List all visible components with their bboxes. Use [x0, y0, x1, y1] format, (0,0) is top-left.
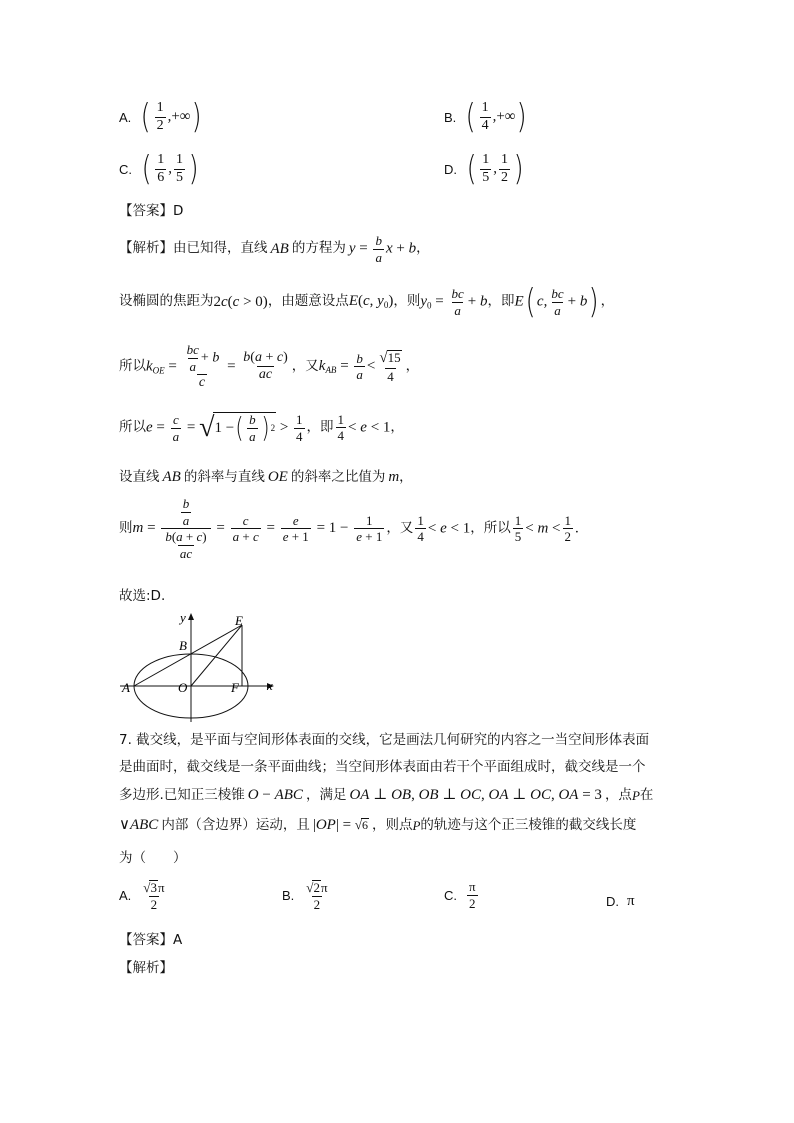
q6-l1-eq: y = $\frac{b}{a}$ x + b [348, 233, 417, 265]
q7-line5: 为（ ） [119, 850, 187, 866]
q6-option-d-label: D. [444, 161, 457, 177]
q6-l5-m: m [388, 469, 400, 485]
q7-option-c-math: $\frac{\pi}{2}$ [469, 879, 476, 911]
q7-option-d [606, 893, 635, 910]
q7-option-b-math: $\frac{√2\pi}{2}$ [306, 880, 328, 912]
q6-l5-text2: 的斜率与直线 [183, 468, 265, 485]
q6-analysis-line6 [119, 497, 579, 561]
q7-line3d: 在 [639, 786, 654, 803]
q6-analysis-line4: 所以 e = $\frac{c}{a}$ = √1 − ( $\frac{b}{a}$ ) 2 > $\frac{1}{4}$ ，即 $\frac{1}{4}$ < e < 1 ， [119, 411, 404, 445]
label-b: B [179, 638, 187, 653]
q6-option-d-math: ( $\frac{1}{5}$ , $\frac{1}{2}$ ) [466, 149, 524, 189]
q6-l4-text2: ，即 [306, 418, 334, 435]
label-y: y [180, 610, 186, 625]
label-o: O [178, 680, 188, 695]
q7-option-d-math: π [627, 893, 635, 909]
label-e: E [235, 613, 243, 628]
q6-l2-text3: ，则 [393, 293, 421, 310]
q7-option-d-label: D. [606, 894, 619, 909]
q6-l3-text2: ，又 [291, 358, 319, 375]
q6-l5-text3: 的斜率之比值为 [290, 468, 386, 485]
q7-option-c [444, 880, 480, 910]
q6-option-d [444, 149, 525, 189]
q6-l2-text2: ，由题意设点 [267, 293, 349, 310]
q6-conclusion: 故选:D. [119, 588, 166, 604]
q6-l2-focal: 2c(c > 0) [213, 293, 268, 310]
q7-line2: 是曲面时，截交线是一条平面曲线；当空间形体表面由若干个平面组成时，截交线是一个 [119, 759, 646, 775]
q6-analysis-line2: 设椭圆的焦距为 2c(c > 0) ，由题意设点 E(c, $y_0$) ，则 $y_0$ = $\frac{bc}{a}$ + b ，即 E( c, $\frac{bc}{a}$ + b) ， [119, 282, 615, 322]
ellipse-figure [118, 610, 288, 725]
q6-l2-y0: $y_0$ = $\frac{bc}{a}$ + b [420, 285, 488, 318]
q6-l6-mrange: $\frac{1}{5}$ < m < $\frac{1}{2}$ . [514, 512, 579, 545]
q6-option-c [119, 149, 200, 189]
q6-option-c-math: ( $\frac{1}{6}$ , $\frac{1}{5}$ ) [141, 149, 199, 189]
q6-l5-text: 设直线 [119, 468, 160, 485]
q6-l6-eq: m = $\frac{\frac{b}{a}}{\frac{b(a + c)}{ac}}$ = $\frac{c}{a + c}$ = $\frac{e}{e + 1}$ = 1 − $\frac{1}{e + 1}$ [132, 496, 383, 561]
q7-option-a [119, 880, 169, 911]
q7-op: |OP| = √6 [312, 817, 368, 833]
q7-option-b-label: B. [282, 888, 295, 904]
q6-l2-text4: ，即 [487, 293, 515, 310]
q7-pyramid: O − ABC [247, 787, 303, 803]
q6-l3-text: 所以 [119, 358, 146, 375]
q7-line3 [119, 788, 653, 803]
q6-answer: 【答案】D [119, 203, 184, 219]
q7-line4p: P [412, 818, 421, 833]
q7-line3b: ，满足 [305, 786, 347, 803]
q6-l1-text: 由已知得，直线 [173, 240, 268, 257]
q6-l2-text: 设椭圆的焦距为 [119, 293, 214, 310]
q6-option-a-math: ( $\frac{1}{2}$ ,+∞) [140, 97, 203, 137]
q7-line1: 7. 截交线，是平面与空间形体表面的交线，它是画法几何研究的内容之一当空间形体表面 [119, 732, 650, 748]
q7-line3c: ，点 [604, 786, 632, 803]
q7-option-a-label: A. [119, 888, 132, 904]
q6-l5-ab: AB [162, 469, 181, 485]
q7-answer: 【答案】A [119, 932, 183, 948]
q6-option-a-label: A. [119, 109, 132, 125]
q6-l3-koe: $k_{OE}$ = $\frac{bc}{a}$ + b c = $\frac{b(a + c)}{ac}$ [146, 342, 288, 391]
q6-analysis-line3: 所以 $k_{OE}$ = $\frac{bc}{a}$ + b c = $\frac{b(a + c)}{ac}$ ，又 $k_{AB}$ = $\frac{b}{a}$ < $\frac{√15}{4}$ ， [119, 342, 420, 391]
y-axis-arrow [188, 613, 194, 620]
q6-l2-epoint: E( c, $\frac{bc}{a}$ + b) [514, 282, 599, 322]
q7-option-c-label: C. [444, 887, 457, 903]
q6-l6-text2: ，又 [386, 520, 414, 537]
q7-conditions: OA ⊥ OB, OB ⊥ OC, OA ⊥ OC, OA = 3 [349, 787, 602, 803]
q6-l3-kab: $k_{AB}$ = $\frac{b}{a}$ < $\frac{√15}{4}$ [318, 350, 401, 385]
q6-l2-point: E(c, $y_0$) [348, 293, 394, 310]
q6-l4-range: $\frac{1}{4}$ < e < 1 [337, 411, 391, 444]
q6-analysis-label: 【解析】 [119, 240, 173, 257]
q7-option-a-math: $\frac{√3\pi}{2}$ [143, 880, 165, 912]
q6-analysis-line1: 【解析】 由已知得，直线 AB 的方程为 y = $\frac{b}{a}$ x + b ， [119, 233, 430, 265]
q7-line4a: 内部（含边界）运动，且 [161, 816, 310, 833]
q6-option-b-label: B. [444, 109, 457, 125]
q6-l6-text: 则 [119, 520, 133, 537]
q6-l1-text2: 的方程为 [291, 240, 346, 257]
q6-l6-text3: ，所以 [470, 520, 511, 537]
q7-line4c: 的轨迹与这个正三棱锥的截交线长度 [420, 816, 637, 833]
q6-l1-ab: AB [270, 240, 289, 257]
q7-analysis-label: 【解析】 [119, 960, 173, 976]
q6-l5-oe: OE [267, 469, 288, 485]
q7-option-b [282, 880, 332, 911]
label-x: x [267, 678, 273, 693]
q6-option-c-label: C. [119, 161, 132, 177]
q7-line4b: ，则点 [371, 816, 413, 833]
line-oe [191, 625, 242, 686]
q6-l6-erange: $\frac{1}{4}$ < e < 1 [417, 512, 471, 545]
q6-l4-e: e = $\frac{c}{a}$ = √1 − ( $\frac{b}{a}$ ) 2 > $\frac{1}{4}$ [146, 411, 303, 445]
q7-line3p: P [631, 788, 640, 803]
q7-line3a: 多边形.已知正三棱锥 [119, 786, 245, 803]
q6-option-a [119, 97, 204, 137]
q7-triangle: ∨ABC [119, 817, 159, 833]
q6-l4-text: 所以 [119, 418, 146, 435]
line-ae [134, 625, 242, 686]
q7-line4 [119, 818, 636, 833]
label-a: A [122, 680, 130, 695]
q6-option-b-math: ( $\frac{1}{4}$ ,+∞) [465, 97, 528, 137]
q6-analysis-line5: 设直线 AB 的斜率与直线 OE 的斜率之比值为 m ， [119, 468, 413, 485]
q6-option-b [444, 97, 529, 137]
label-f: F [231, 680, 239, 695]
